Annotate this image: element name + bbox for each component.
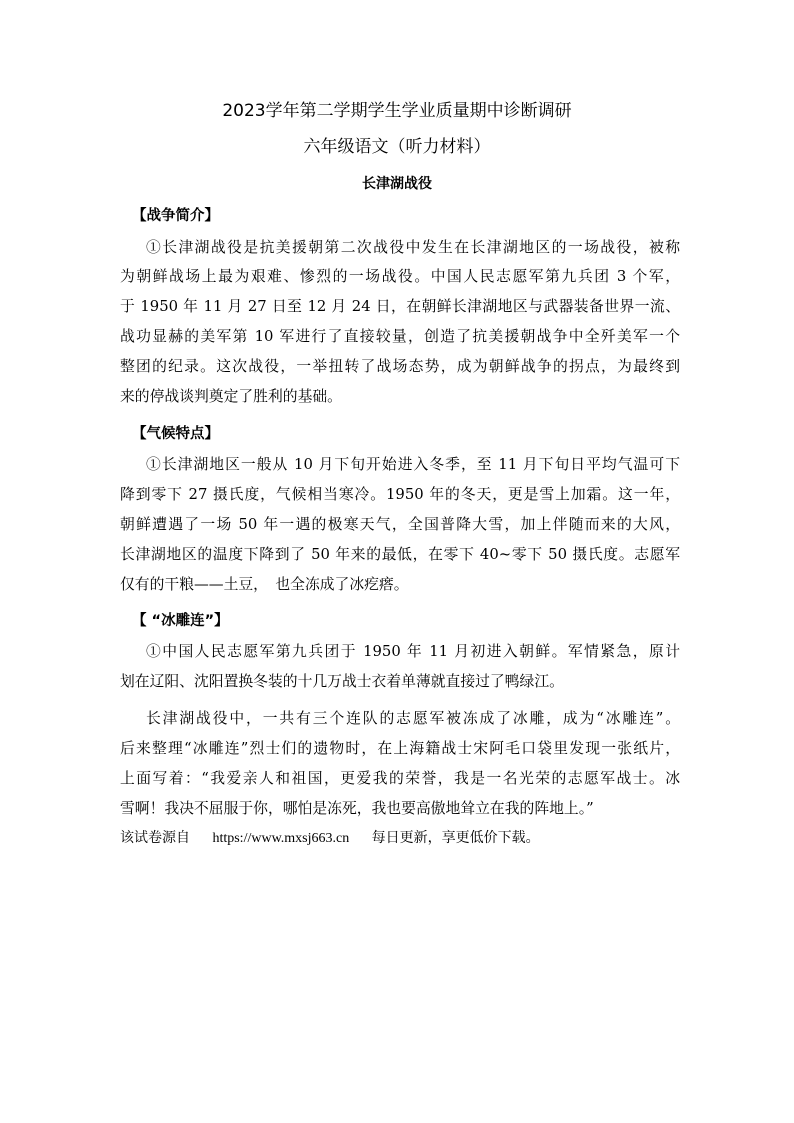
document-title: 2023学年第二学期学生学业质量期中诊断调研 bbox=[222, 101, 572, 121]
footer-prefix: 该试卷源自 bbox=[120, 830, 190, 846]
paragraph-line: 来的停战谈判奠定了胜利的基础。 bbox=[120, 388, 342, 405]
source-footer bbox=[120, 828, 680, 849]
paragraph-line: 雪啊！我决不屈服于你，哪怕是冻死，我也要高傲地耸立在我的阵地上。” bbox=[120, 800, 594, 817]
paragraph-line: 划在辽阳、沈阳置换冬装的十几万战士衣着单薄就直接过了鸭绿江。 bbox=[120, 673, 564, 690]
paragraph-line: 战功显赫的美军第 10 军进行了直接较量，创造了抗美援朝战争中全歼美军一个 bbox=[120, 328, 680, 345]
paragraph-line: ①长津湖地区一般从 10 月下旬开始进入冬季，至 11 月下旬日平均气温可下 bbox=[146, 456, 680, 473]
document-subtitle: 六年级语文（听力材料） bbox=[303, 137, 491, 157]
passage-title: 长津湖战役 bbox=[362, 176, 432, 192]
paragraph-line: 后来整理“冰雕连”烈士们的遗物时，在上海籍战士宋阿毛口袋里发现一张纸片， bbox=[120, 740, 680, 757]
paragraph-line: 于 1950 年 11 月 27 日至 12 月 24 日，在朝鲜长津湖地区与武器装备世界一流、 bbox=[120, 298, 680, 315]
section-heading-war-intro: 【战争简介】 bbox=[132, 208, 219, 224]
paragraph-line: 仅有的干粮——土豆， 也全冻成了冰疙瘩。 bbox=[120, 576, 409, 593]
section-heading-ice-sculpture-company: 【 “冰雕连”】 bbox=[132, 613, 229, 629]
paragraph-line: 长津湖战役中，一共有三个连队的志愿军被冻成了冰雕，成为“冰雕连”。 bbox=[146, 710, 680, 727]
footer-suffix: 每日更新，享更低价下载。 bbox=[371, 830, 540, 846]
paragraph-line: 朝鲜遭遇了一场 50 年一遇的极寒天气，全国普降大雪，加上伴随而来的大风， bbox=[120, 516, 680, 533]
paragraph-line: 降到零下 27 摄氏度，气候相当寒冷。1950 年的冬天，更是雪上加霜。这一年， bbox=[120, 486, 680, 503]
paragraph-line: 上面写着：“我爱亲人和祖国，更爱我的荣誉，我是一名光荣的志愿军战士。冰 bbox=[120, 770, 680, 787]
paragraph-line: ①中国人民志愿军第九兵团于 1950 年 11 月初进入朝鲜。军情紧急，原计 bbox=[146, 643, 680, 660]
section-heading-climate: 【气候特点】 bbox=[132, 426, 219, 442]
paragraph-line: 为朝鲜战场上最为艰难、惨烈的一场战役。中国人民志愿军第九兵团 3 个军， bbox=[120, 268, 680, 285]
paragraph-line: 长津湖地区的温度下降到了 50 年来的最低，在零下 40~零下 50 摄氏度。志愿军 bbox=[120, 546, 680, 563]
paragraph-line: ①长津湖战役是抗美援朝第二次战役中发生在长津湖地区的一场战役，被称 bbox=[146, 239, 680, 256]
paragraph-line: 整团的纪录。这次战役，一举扭转了战场态势，成为朝鲜战争的拐点，为最终到 bbox=[120, 358, 680, 375]
footer-url: https://www.mxsj663.cn bbox=[212, 831, 350, 846]
